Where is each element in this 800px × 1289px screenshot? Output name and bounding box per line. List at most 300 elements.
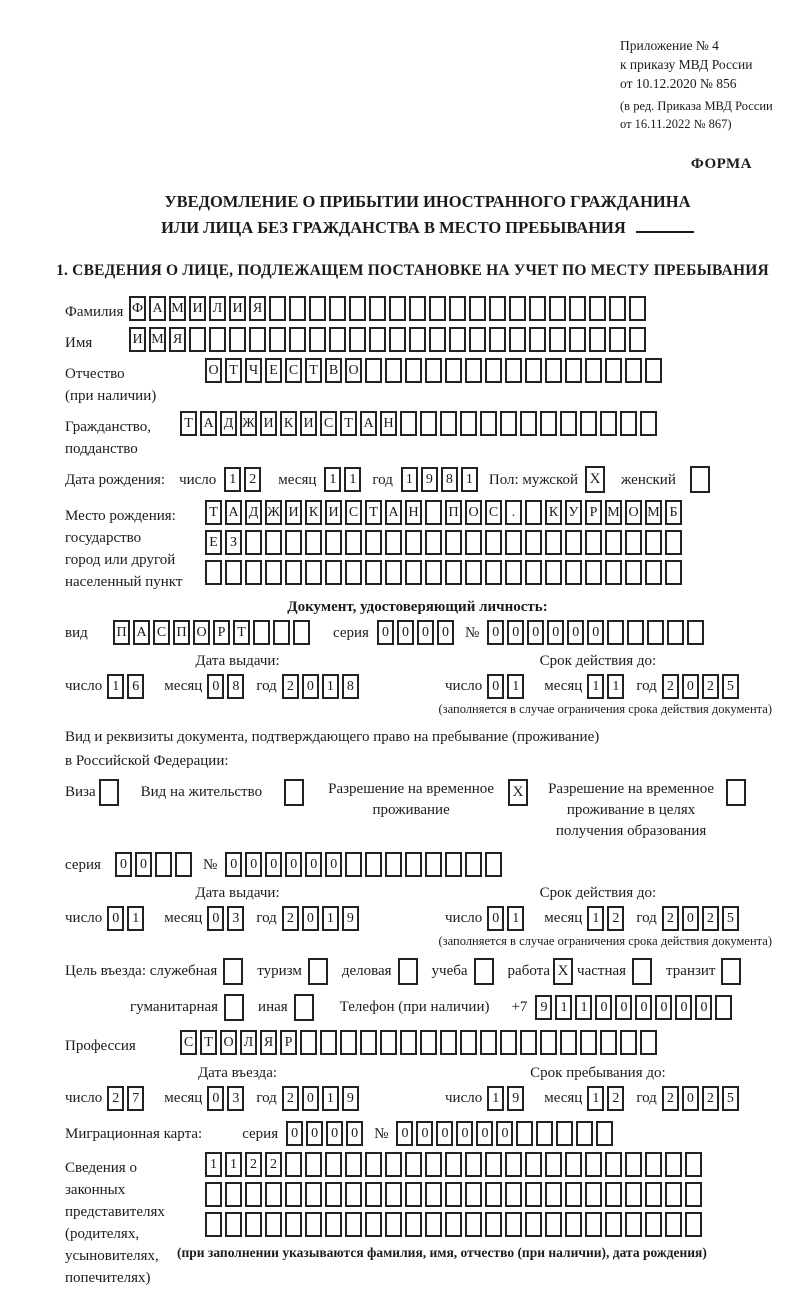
char-cell[interactable]: 0 <box>487 674 504 699</box>
char-cell[interactable] <box>460 411 477 436</box>
char-cell[interactable]: П <box>173 620 190 645</box>
char-cell[interactable] <box>625 1182 642 1207</box>
char-cell[interactable]: 0 <box>496 1121 513 1146</box>
char-cell[interactable]: 1 <box>607 674 624 699</box>
char-cell[interactable]: 1 <box>487 1086 504 1111</box>
char-cell[interactable] <box>645 530 662 555</box>
char-cell[interactable] <box>607 620 624 645</box>
char-cell[interactable] <box>420 411 437 436</box>
char-cell[interactable]: 1 <box>587 674 604 699</box>
char-cell[interactable] <box>605 530 622 555</box>
char-cell[interactable] <box>285 1212 302 1237</box>
char-cell[interactable]: У <box>565 500 582 525</box>
char-cell[interactable]: 0 <box>326 1121 343 1146</box>
char-cell[interactable]: 0 <box>595 995 612 1020</box>
char-cell[interactable] <box>525 1152 542 1177</box>
char-cell[interactable] <box>585 1182 602 1207</box>
char-cell[interactable] <box>293 620 310 645</box>
char-cell[interactable]: И <box>129 327 146 352</box>
char-cell[interactable] <box>509 296 526 321</box>
char-cell[interactable] <box>560 411 577 436</box>
char-cell[interactable]: Я <box>249 296 266 321</box>
char-cell[interactable] <box>536 1121 553 1146</box>
char-cell[interactable] <box>485 560 502 585</box>
char-cell[interactable]: 2 <box>702 674 719 699</box>
char-cell[interactable] <box>585 1212 602 1237</box>
char-cell[interactable] <box>420 1030 437 1055</box>
char-cell[interactable]: 0 <box>436 1121 453 1146</box>
char-cell[interactable] <box>349 296 366 321</box>
char-cell[interactable] <box>485 358 502 383</box>
char-cell[interactable] <box>345 852 362 877</box>
char-cell[interactable] <box>265 1182 282 1207</box>
char-cell[interactable] <box>565 358 582 383</box>
char-cell[interactable] <box>365 1152 382 1177</box>
char-cell[interactable]: 0 <box>416 1121 433 1146</box>
char-cell[interactable] <box>600 411 617 436</box>
char-cell[interactable]: 5 <box>722 674 739 699</box>
char-cell[interactable] <box>345 1152 362 1177</box>
char-cell[interactable] <box>489 296 506 321</box>
char-cell[interactable] <box>385 852 402 877</box>
char-cell[interactable]: 0 <box>547 620 564 645</box>
char-cell[interactable] <box>329 296 346 321</box>
char-cell[interactable] <box>485 530 502 555</box>
char-cell[interactable]: 0 <box>207 1086 224 1111</box>
char-cell[interactable] <box>625 530 642 555</box>
char-cell[interactable] <box>505 1182 522 1207</box>
char-cell[interactable] <box>429 296 446 321</box>
char-cell[interactable] <box>545 530 562 555</box>
char-cell[interactable]: А <box>360 411 377 436</box>
char-cell[interactable] <box>525 500 542 525</box>
char-cell[interactable]: 2 <box>265 1152 282 1177</box>
char-cell[interactable]: 0 <box>325 852 342 877</box>
temp-edu-checkbox[interactable] <box>726 779 746 806</box>
char-cell[interactable] <box>465 1182 482 1207</box>
char-cell[interactable] <box>449 296 466 321</box>
char-cell[interactable]: М <box>645 500 662 525</box>
char-cell[interactable] <box>345 1182 362 1207</box>
char-cell[interactable]: О <box>465 500 482 525</box>
char-cell[interactable]: 0 <box>456 1121 473 1146</box>
char-cell[interactable] <box>360 1030 377 1055</box>
char-cell[interactable]: 1 <box>461 467 478 492</box>
char-cell[interactable] <box>609 296 626 321</box>
char-cell[interactable] <box>585 1152 602 1177</box>
char-cell[interactable] <box>480 411 497 436</box>
char-cell[interactable] <box>245 1212 262 1237</box>
char-cell[interactable]: А <box>149 296 166 321</box>
char-cell[interactable] <box>405 1152 422 1177</box>
char-cell[interactable]: А <box>385 500 402 525</box>
char-cell[interactable]: К <box>545 500 562 525</box>
char-cell[interactable]: 0 <box>695 995 712 1020</box>
char-cell[interactable] <box>325 530 342 555</box>
purpose-private-checkbox[interactable] <box>632 958 652 985</box>
char-cell[interactable] <box>285 560 302 585</box>
char-cell[interactable]: 2 <box>607 906 624 931</box>
char-cell[interactable] <box>565 1152 582 1177</box>
char-cell[interactable]: 0 <box>487 620 504 645</box>
char-cell[interactable]: С <box>180 1030 197 1055</box>
char-cell[interactable] <box>245 560 262 585</box>
char-cell[interactable] <box>505 1152 522 1177</box>
char-cell[interactable] <box>665 1182 682 1207</box>
char-cell[interactable] <box>425 1182 442 1207</box>
char-cell[interactable]: Р <box>280 1030 297 1055</box>
char-cell[interactable] <box>556 1121 573 1146</box>
sex-female-checkbox[interactable] <box>690 466 710 493</box>
char-cell[interactable] <box>345 1212 362 1237</box>
char-cell[interactable]: 1 <box>587 906 604 931</box>
char-cell[interactable] <box>400 1030 417 1055</box>
char-cell[interactable]: 9 <box>342 1086 359 1111</box>
char-cell[interactable] <box>589 327 606 352</box>
char-cell[interactable]: 9 <box>507 1086 524 1111</box>
char-cell[interactable]: 0 <box>507 620 524 645</box>
char-cell[interactable]: О <box>625 500 642 525</box>
char-cell[interactable] <box>425 500 442 525</box>
char-cell[interactable] <box>525 358 542 383</box>
char-cell[interactable]: 1 <box>507 906 524 931</box>
char-cell[interactable]: 0 <box>115 852 132 877</box>
char-cell[interactable]: 1 <box>107 674 124 699</box>
char-cell[interactable]: 1 <box>324 467 341 492</box>
char-cell[interactable] <box>545 1212 562 1237</box>
char-cell[interactable]: 1 <box>344 467 361 492</box>
char-cell[interactable] <box>545 358 562 383</box>
char-cell[interactable] <box>645 1182 662 1207</box>
char-cell[interactable]: 0 <box>655 995 672 1020</box>
char-cell[interactable] <box>465 530 482 555</box>
purpose-business-checkbox[interactable] <box>398 958 418 985</box>
char-cell[interactable] <box>369 296 386 321</box>
char-cell[interactable]: 0 <box>207 906 224 931</box>
char-cell[interactable] <box>605 358 622 383</box>
char-cell[interactable] <box>285 1182 302 1207</box>
char-cell[interactable] <box>605 560 622 585</box>
char-cell[interactable]: С <box>285 358 302 383</box>
char-cell[interactable] <box>325 1212 342 1237</box>
char-cell[interactable]: 2 <box>702 1086 719 1111</box>
char-cell[interactable]: К <box>305 500 322 525</box>
sex-male-checkbox[interactable]: X <box>585 466 605 493</box>
residence-permit-checkbox[interactable] <box>284 779 304 806</box>
char-cell[interactable]: Л <box>209 296 226 321</box>
visa-checkbox[interactable] <box>99 779 119 806</box>
char-cell[interactable] <box>273 620 290 645</box>
char-cell[interactable]: А <box>200 411 217 436</box>
char-cell[interactable]: 0 <box>306 1121 323 1146</box>
char-cell[interactable]: Т <box>180 411 197 436</box>
char-cell[interactable] <box>489 327 506 352</box>
char-cell[interactable] <box>465 1212 482 1237</box>
char-cell[interactable] <box>645 358 662 383</box>
char-cell[interactable] <box>500 411 517 436</box>
char-cell[interactable] <box>627 620 644 645</box>
char-cell[interactable] <box>365 560 382 585</box>
char-cell[interactable] <box>405 1212 422 1237</box>
char-cell[interactable] <box>465 358 482 383</box>
char-cell[interactable] <box>685 1152 702 1177</box>
char-cell[interactable] <box>425 1212 442 1237</box>
char-cell[interactable]: 0 <box>346 1121 363 1146</box>
char-cell[interactable] <box>425 530 442 555</box>
char-cell[interactable]: 0 <box>682 906 699 931</box>
char-cell[interactable]: 5 <box>722 1086 739 1111</box>
char-cell[interactable]: Р <box>213 620 230 645</box>
char-cell[interactable] <box>425 358 442 383</box>
char-cell[interactable]: 0 <box>682 674 699 699</box>
char-cell[interactable] <box>340 1030 357 1055</box>
char-cell[interactable]: 2 <box>662 674 679 699</box>
char-cell[interactable] <box>625 1152 642 1177</box>
char-cell[interactable] <box>465 1152 482 1177</box>
char-cell[interactable]: 1 <box>322 1086 339 1111</box>
char-cell[interactable] <box>225 1182 242 1207</box>
char-cell[interactable]: Ч <box>245 358 262 383</box>
char-cell[interactable] <box>565 530 582 555</box>
char-cell[interactable] <box>596 1121 613 1146</box>
char-cell[interactable] <box>385 1152 402 1177</box>
char-cell[interactable] <box>569 327 586 352</box>
char-cell[interactable] <box>189 327 206 352</box>
char-cell[interactable]: 0 <box>635 995 652 1020</box>
char-cell[interactable]: Т <box>340 411 357 436</box>
char-cell[interactable] <box>309 296 326 321</box>
char-cell[interactable]: Т <box>225 358 242 383</box>
purpose-work-checkbox[interactable]: X <box>553 958 573 985</box>
char-cell[interactable] <box>665 1212 682 1237</box>
char-cell[interactable] <box>505 1212 522 1237</box>
char-cell[interactable] <box>245 530 262 555</box>
char-cell[interactable]: 2 <box>662 1086 679 1111</box>
char-cell[interactable] <box>205 1212 222 1237</box>
char-cell[interactable] <box>325 1152 342 1177</box>
char-cell[interactable]: С <box>345 500 362 525</box>
char-cell[interactable] <box>449 327 466 352</box>
char-cell[interactable] <box>309 327 326 352</box>
char-cell[interactable] <box>509 327 526 352</box>
char-cell[interactable]: 2 <box>662 906 679 931</box>
char-cell[interactable]: Т <box>365 500 382 525</box>
char-cell[interactable] <box>665 1152 682 1177</box>
char-cell[interactable]: А <box>133 620 150 645</box>
char-cell[interactable]: 2 <box>244 467 261 492</box>
char-cell[interactable] <box>525 560 542 585</box>
char-cell[interactable] <box>645 1152 662 1177</box>
char-cell[interactable] <box>445 560 462 585</box>
char-cell[interactable] <box>667 620 684 645</box>
char-cell[interactable]: 0 <box>225 852 242 877</box>
char-cell[interactable]: 0 <box>675 995 692 1020</box>
char-cell[interactable] <box>300 1030 317 1055</box>
char-cell[interactable]: П <box>445 500 462 525</box>
char-cell[interactable] <box>665 560 682 585</box>
char-cell[interactable]: 0 <box>437 620 454 645</box>
char-cell[interactable]: З <box>225 530 242 555</box>
char-cell[interactable] <box>385 560 402 585</box>
char-cell[interactable]: О <box>205 358 222 383</box>
char-cell[interactable]: Р <box>585 500 602 525</box>
char-cell[interactable]: 1 <box>322 906 339 931</box>
char-cell[interactable] <box>465 560 482 585</box>
char-cell[interactable] <box>580 411 597 436</box>
char-cell[interactable]: 0 <box>302 1086 319 1111</box>
char-cell[interactable] <box>685 1182 702 1207</box>
char-cell[interactable]: 9 <box>342 906 359 931</box>
char-cell[interactable] <box>429 327 446 352</box>
char-cell[interactable] <box>305 1212 322 1237</box>
char-cell[interactable]: О <box>345 358 362 383</box>
char-cell[interactable]: 0 <box>615 995 632 1020</box>
char-cell[interactable]: И <box>325 500 342 525</box>
char-cell[interactable]: 8 <box>342 674 359 699</box>
char-cell[interactable] <box>305 1182 322 1207</box>
char-cell[interactable] <box>645 560 662 585</box>
char-cell[interactable]: 7 <box>127 1086 144 1111</box>
char-cell[interactable]: 0 <box>377 620 394 645</box>
char-cell[interactable]: И <box>189 296 206 321</box>
char-cell[interactable]: 2 <box>702 906 719 931</box>
char-cell[interactable] <box>365 530 382 555</box>
char-cell[interactable]: 0 <box>302 674 319 699</box>
char-cell[interactable]: 0 <box>567 620 584 645</box>
char-cell[interactable] <box>505 358 522 383</box>
char-cell[interactable]: 2 <box>282 1086 299 1111</box>
char-cell[interactable] <box>305 1152 322 1177</box>
char-cell[interactable] <box>585 530 602 555</box>
char-cell[interactable]: С <box>320 411 337 436</box>
char-cell[interactable]: 2 <box>607 1086 624 1111</box>
temp-residence-checkbox[interactable]: X <box>508 779 528 806</box>
char-cell[interactable] <box>480 1030 497 1055</box>
purpose-humanitarian-checkbox[interactable] <box>224 994 244 1021</box>
char-cell[interactable] <box>385 1182 402 1207</box>
char-cell[interactable] <box>585 358 602 383</box>
char-cell[interactable]: 1 <box>575 995 592 1020</box>
char-cell[interactable] <box>400 411 417 436</box>
char-cell[interactable] <box>269 327 286 352</box>
char-cell[interactable] <box>405 1182 422 1207</box>
char-cell[interactable]: 8 <box>227 674 244 699</box>
char-cell[interactable]: 0 <box>476 1121 493 1146</box>
char-cell[interactable] <box>629 327 646 352</box>
char-cell[interactable] <box>385 530 402 555</box>
char-cell[interactable]: Е <box>265 358 282 383</box>
purpose-other-checkbox[interactable] <box>294 994 314 1021</box>
char-cell[interactable] <box>687 620 704 645</box>
char-cell[interactable]: Т <box>200 1030 217 1055</box>
char-cell[interactable] <box>647 620 664 645</box>
char-cell[interactable]: М <box>605 500 622 525</box>
char-cell[interactable] <box>525 530 542 555</box>
char-cell[interactable] <box>285 530 302 555</box>
char-cell[interactable] <box>245 1182 262 1207</box>
char-cell[interactable] <box>425 852 442 877</box>
char-cell[interactable] <box>365 1182 382 1207</box>
char-cell[interactable]: А <box>225 500 242 525</box>
char-cell[interactable] <box>645 1212 662 1237</box>
char-cell[interactable] <box>640 411 657 436</box>
char-cell[interactable] <box>365 852 382 877</box>
char-cell[interactable]: 1 <box>224 467 241 492</box>
char-cell[interactable]: 1 <box>555 995 572 1020</box>
char-cell[interactable] <box>620 411 637 436</box>
char-cell[interactable]: 0 <box>107 906 124 931</box>
char-cell[interactable]: Я <box>260 1030 277 1055</box>
char-cell[interactable]: 0 <box>285 852 302 877</box>
char-cell[interactable]: Ф <box>129 296 146 321</box>
char-cell[interactable] <box>640 1030 657 1055</box>
char-cell[interactable] <box>505 530 522 555</box>
char-cell[interactable]: 2 <box>282 674 299 699</box>
char-cell[interactable]: 1 <box>225 1152 242 1177</box>
char-cell[interactable]: 2 <box>107 1086 124 1111</box>
char-cell[interactable] <box>440 411 457 436</box>
char-cell[interactable] <box>505 560 522 585</box>
char-cell[interactable]: 0 <box>135 852 152 877</box>
char-cell[interactable] <box>665 530 682 555</box>
char-cell[interactable] <box>520 411 537 436</box>
char-cell[interactable] <box>625 1212 642 1237</box>
char-cell[interactable] <box>385 1212 402 1237</box>
char-cell[interactable]: Д <box>245 500 262 525</box>
char-cell[interactable] <box>349 327 366 352</box>
char-cell[interactable] <box>445 852 462 877</box>
char-cell[interactable]: 0 <box>527 620 544 645</box>
char-cell[interactable]: Т <box>205 500 222 525</box>
char-cell[interactable] <box>685 1212 702 1237</box>
char-cell[interactable] <box>549 296 566 321</box>
char-cell[interactable]: 0 <box>396 1121 413 1146</box>
char-cell[interactable] <box>585 560 602 585</box>
char-cell[interactable] <box>389 327 406 352</box>
char-cell[interactable]: Т <box>305 358 322 383</box>
char-cell[interactable] <box>205 1182 222 1207</box>
char-cell[interactable] <box>229 327 246 352</box>
char-cell[interactable] <box>516 1121 533 1146</box>
char-cell[interactable]: 2 <box>282 906 299 931</box>
char-cell[interactable]: 1 <box>507 674 524 699</box>
char-cell[interactable] <box>625 358 642 383</box>
char-cell[interactable] <box>520 1030 537 1055</box>
char-cell[interactable]: И <box>300 411 317 436</box>
char-cell[interactable] <box>409 296 426 321</box>
char-cell[interactable] <box>485 1182 502 1207</box>
char-cell[interactable] <box>469 327 486 352</box>
purpose-transit-checkbox[interactable] <box>721 958 741 985</box>
char-cell[interactable] <box>325 560 342 585</box>
char-cell[interactable]: О <box>193 620 210 645</box>
char-cell[interactable] <box>269 296 286 321</box>
char-cell[interactable] <box>529 327 546 352</box>
char-cell[interactable] <box>209 327 226 352</box>
char-cell[interactable]: . <box>505 500 522 525</box>
char-cell[interactable] <box>605 1152 622 1177</box>
char-cell[interactable] <box>405 530 422 555</box>
char-cell[interactable] <box>445 1182 462 1207</box>
char-cell[interactable] <box>289 296 306 321</box>
char-cell[interactable]: Н <box>405 500 422 525</box>
char-cell[interactable] <box>565 1212 582 1237</box>
char-cell[interactable]: П <box>113 620 130 645</box>
char-cell[interactable]: 9 <box>535 995 552 1020</box>
char-cell[interactable] <box>253 620 270 645</box>
char-cell[interactable] <box>540 1030 557 1055</box>
char-cell[interactable] <box>320 1030 337 1055</box>
